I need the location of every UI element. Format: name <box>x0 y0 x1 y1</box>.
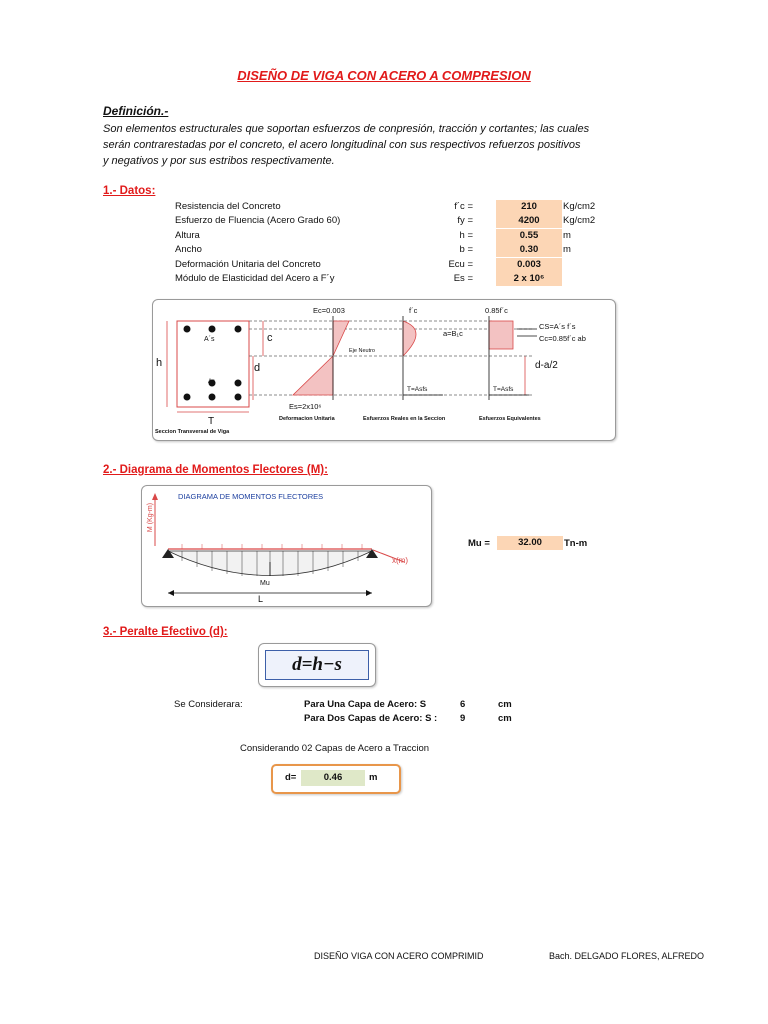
caption-strain: Deformacion Unitaria <box>279 416 335 422</box>
data-value: 210 <box>496 200 562 214</box>
data-label: Altura <box>175 230 200 241</box>
mu-value: 32.00 <box>497 536 563 550</box>
d-result-label: d= <box>285 772 297 783</box>
rebar-dot <box>184 326 191 333</box>
d-result-value: 0.46 <box>301 770 365 786</box>
data-symbol: b = <box>459 244 473 255</box>
rebar-dot <box>184 394 191 401</box>
formula-text: d=h−s <box>265 650 369 680</box>
rebar-dot <box>235 380 242 387</box>
height-label: h <box>156 357 163 369</box>
data-symbol: f´c = <box>454 201 473 212</box>
caption-section: Seccion Transversal de Viga <box>155 429 230 435</box>
tension-label: T=Asfs <box>407 386 428 393</box>
rebar-dot <box>235 326 242 333</box>
beam-section-diagram <box>152 299 616 441</box>
rebar-dot <box>235 394 242 401</box>
data-unit: m <box>563 230 571 241</box>
stress-top-label: f´c <box>409 306 418 315</box>
definition-heading: Definición.- <box>103 104 169 118</box>
moment-diagram-title: DIAGRAMA DE MOMENTOS FLECTORES <box>178 492 324 501</box>
es-label: Es=2x10⁶ <box>289 402 322 411</box>
data-symbol: Ecu = <box>448 259 473 270</box>
option-unit: cm <box>498 699 512 710</box>
mu-marker-label: Mu <box>260 580 270 587</box>
data-value: 4200 <box>496 214 562 228</box>
data-symbol: Es = <box>453 273 473 284</box>
page-title: DISEÑO DE VIGA CON ACERO A COMPRESION <box>237 68 531 83</box>
definition-line: Son elementos estructurales que soportan esfuerzos de conpresión, tracción y cortantes; las cuales <box>103 123 590 135</box>
data-label: Resistencia del Concreto <box>175 201 281 212</box>
cc-label: Cc=0.85f´c ab <box>539 334 586 343</box>
data-value: 0.003 <box>496 258 562 272</box>
consider-label: Se Considerara: <box>174 699 243 710</box>
data-value: 0.55 <box>496 229 562 243</box>
c-label: c <box>267 332 273 344</box>
data-unit: m <box>563 244 571 255</box>
formula-box <box>258 643 376 687</box>
footer-author: Bach. DELGADO FLORES, ALFREDO <box>549 951 705 961</box>
section-1-heading: 1.- Datos: <box>103 185 156 197</box>
data-label: Esfuerzo de Fluencia (Acero Grado 60) <box>175 215 341 226</box>
data-value: 0.30 <box>496 243 562 257</box>
mu-label: Mu = <box>468 538 490 549</box>
option-label: Para Dos Capas de Acero: S : <box>304 713 438 724</box>
caption-stress: Esfuerzos Reales en la Seccion <box>363 416 446 422</box>
option-value: 6 <box>460 699 466 710</box>
option-unit: cm <box>498 713 512 724</box>
d-label: d <box>254 362 261 374</box>
moment-axis-label: M (Kg-m) <box>147 502 155 533</box>
data-unit: Kg/cm2 <box>563 215 596 226</box>
data-label: Módulo de Elasticidad del Acero a F´y <box>175 273 335 284</box>
section-3-heading: 3.- Peralte Efectivo (d): <box>103 626 228 638</box>
data-symbol: fy = <box>457 215 473 226</box>
eq-top-label: 0.85f´c <box>485 306 508 315</box>
tension-label: T=Asfs <box>493 386 514 393</box>
caption-equivalent: Esfuerzos Equivalentes <box>479 416 541 422</box>
data-label: Deformación Unitaria del Concreto <box>175 259 321 270</box>
length-label: L <box>258 594 264 604</box>
rebar-dot <box>209 394 216 401</box>
moment-diagram-svg <box>142 486 431 606</box>
data-label: Ancho <box>175 244 202 255</box>
data-symbol: h = <box>459 230 473 241</box>
definition-line: serán contrarestadas por el concreto, el acero longitudinal con sus respectivos refuerzos positivos <box>103 139 581 151</box>
neutral-axis-label: Eje Neutro <box>349 348 375 354</box>
definition-line: y negativos y por sus estribos respectivamente. <box>103 155 335 167</box>
a-label: a=B₁c <box>443 329 463 338</box>
note-text: Considerando 02 Capas de Acero a Traccion <box>240 743 430 754</box>
option-label: Para Una Capa de Acero: S <box>304 699 427 710</box>
width-label: T <box>208 416 215 427</box>
mu-unit: Tn-m <box>564 538 588 549</box>
bottom-steel-label: As <box>208 379 216 385</box>
d-result-unit: m <box>369 772 378 783</box>
top-steel-label: A´s <box>204 336 215 343</box>
cs-label: CS=A´s f´s <box>539 322 576 331</box>
section-2-heading: 2.- Diagrama de Momentos Flectores (M): <box>103 464 328 476</box>
d-result-box <box>271 764 401 794</box>
definition-text <box>103 121 593 169</box>
moment-diagram <box>141 485 432 607</box>
x-axis-label: x(m) <box>392 556 408 565</box>
strain-top-label: Ec=0.003 <box>313 306 345 315</box>
data-unit: Kg/cm2 <box>563 201 596 212</box>
footer-title: DISEÑO VIGA CON ACERO COMPRIMID <box>314 951 484 961</box>
lever-arm-label: d-a/2 <box>535 360 558 371</box>
data-value: 2 x 10⁶ <box>496 272 562 286</box>
rebar-dot <box>209 326 216 333</box>
option-value: 9 <box>460 713 466 724</box>
